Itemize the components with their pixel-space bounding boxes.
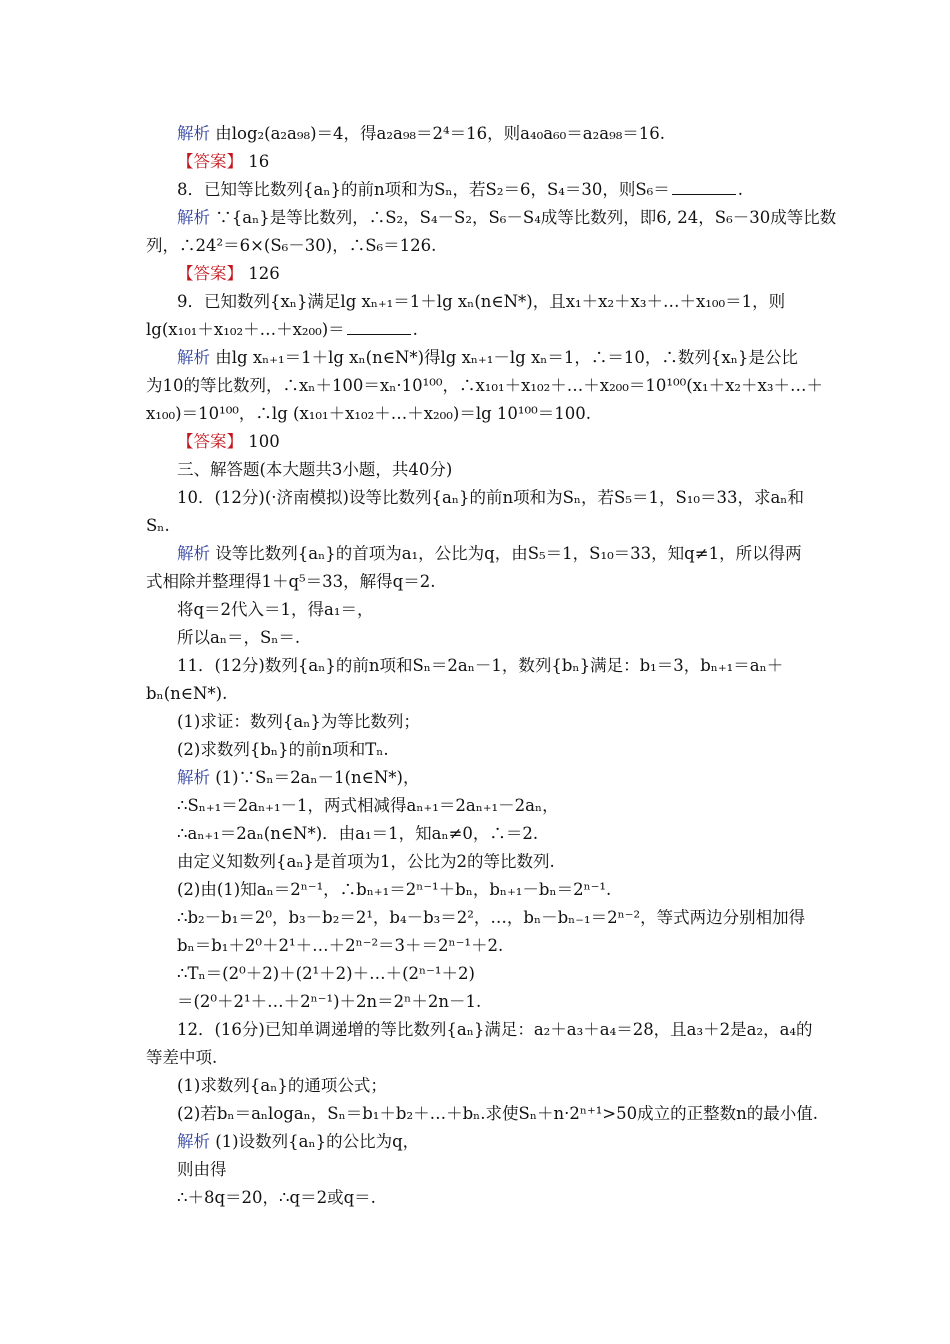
line-text: bₙ＝b₁＋2⁰＋2¹＋…＋2ⁿ⁻²＝3＋＝2ⁿ⁻¹＋2. — [177, 936, 504, 955]
line-text: 将q＝2代入＝1，得a₁＝， — [177, 600, 374, 619]
solution-label: 解析 — [177, 208, 210, 227]
line-solution-10b — [146, 571, 435, 593]
line-solution-11c — [177, 823, 538, 845]
line-text: ∴Tₙ＝(2⁰＋2)＋(2¹＋2)＋…＋(2ⁿ⁻¹＋2) — [177, 964, 475, 983]
line-answer-8 — [177, 263, 280, 285]
line-text: 126 — [248, 264, 280, 283]
line-text: 由lg xₙ₊₁＝1＋lg xₙ(n∈N*)得lg xₙ₊₁－lg xₙ＝1，∴＝10，∴数列{xₙ}是公比 — [215, 348, 798, 367]
line-text: ＝(2⁰＋2¹＋…＋2ⁿ⁻¹)＋2n＝2ⁿ＋2n－1. — [177, 992, 482, 1011]
line-question-12a — [177, 1019, 813, 1041]
line-answer-9 — [177, 431, 280, 453]
line-question-11b — [146, 683, 227, 705]
line-text: (1)∵Sₙ＝2aₙ－1(n∈N*)， — [215, 768, 420, 787]
line-question-11c — [177, 711, 420, 733]
line-question-10b — [146, 515, 170, 537]
line-question-12c — [177, 1075, 387, 1097]
line-text: 三、解答题(本大题共3小题，共40分) — [177, 460, 453, 479]
line-solution-11g — [177, 935, 503, 957]
line-solution-11h — [177, 963, 475, 985]
line-text: Sₙ. — [146, 516, 170, 535]
answer-blank — [347, 320, 411, 335]
line-answer-7 — [177, 151, 269, 173]
line-text: 9．已知数列{xₙ}满足lg xₙ₊₁＝1＋lg xₙ(n∈N*)，且x₁＋x₂＋x₃＋…＋x₁₀₀＝1，则 — [177, 292, 786, 311]
line-text: lg(x₁₀₁＋x₁₀₂＋…＋x₂₀₀)＝ — [146, 320, 345, 339]
solution-label: 解析 — [177, 348, 210, 367]
line-solution-9b — [146, 375, 823, 397]
solution-label: 解析 — [177, 544, 210, 563]
line-question-10a — [177, 487, 804, 509]
line-solution-11a — [177, 767, 419, 789]
line-text: 所以aₙ＝，Sₙ＝. — [177, 628, 301, 647]
line-text: (2)求数列{bₙ}的前n项和Tₙ. — [177, 740, 389, 759]
line-question-9b — [146, 319, 418, 341]
line-text: 则由得 — [177, 1160, 227, 1179]
line-text: (1)求数列{aₙ}的通项公式； — [177, 1076, 387, 1095]
line-tail: . — [737, 180, 744, 199]
line-solution-12a — [177, 1131, 419, 1153]
line-text: 为10的等比数列，∴xₙ＋100＝xₙ·10¹⁰⁰，∴x₁₀₁＋x₁₀₂＋…＋x₂₀₀＝10¹⁰⁰(x₁＋x₂＋x₃＋…＋ — [146, 376, 823, 395]
line-text: ∴＋8q＝20，∴q＝2或q＝. — [177, 1188, 376, 1207]
line-text: 11．(12分)数列{aₙ}的前n项和Sₙ＝2aₙ－1，数列{bₙ}满足：b₁＝3，bₙ₊₁＝aₙ＋ — [177, 656, 784, 675]
line-solution-11e — [177, 879, 611, 901]
line-text: (2)由(1)知aₙ＝2ⁿ⁻¹，∴bₙ₊₁＝2ⁿ⁻¹＋bₙ，bₙ₊₁－bₙ＝2ⁿ⁻¹. — [177, 880, 612, 899]
line-question-9a — [177, 291, 785, 313]
line-text: ∴Sₙ₊₁＝2aₙ₊₁－1，两式相减得aₙ₊₁＝2aₙ₊₁－2aₙ， — [177, 796, 559, 815]
section-heading — [177, 459, 452, 481]
answer-label: 【答案】 — [177, 152, 243, 171]
line-text: 由log₂(a₂a₉₈)＝4，得a₂a₉₈＝2⁴＝16，则a₄₀a₆₀＝a₂a₉₈＝16. — [215, 124, 666, 143]
line-solution-10d — [177, 627, 300, 649]
line-text: 列，∴24²＝6×(S₆－30)，∴S₆＝126. — [146, 236, 437, 255]
line-solution-11i — [177, 991, 481, 1013]
line-solution-8a — [177, 207, 836, 229]
line-question-8 — [177, 179, 743, 201]
line-solution-7 — [177, 123, 665, 145]
line-text: 等差中项. — [146, 1048, 218, 1067]
line-question-12b — [146, 1047, 217, 1069]
answer-label: 【答案】 — [177, 432, 243, 451]
line-text: 设等比数列{aₙ}的首项为a₁，公比为q，由S₅＝1，S₁₀＝33，知q≠1，所以得两 — [215, 544, 802, 563]
solution-label: 解析 — [177, 1132, 210, 1151]
line-text: 8．已知等比数列{aₙ}的前n项和为Sₙ，若S₂＝6，S₄＝30，则S₆＝ — [177, 180, 670, 199]
line-solution-11f — [177, 907, 805, 929]
line-text: 由定义知数列{aₙ}是首项为1，公比为2的等比数列. — [177, 852, 555, 871]
line-text: bₙ(n∈N*). — [146, 684, 228, 703]
line-text: x₁₀₀)＝10¹⁰⁰，∴lg (x₁₀₁＋x₁₀₂＋…＋x₂₀₀)＝lg 10¹⁰⁰＝100. — [146, 404, 591, 423]
line-text: 12．(16分)已知单调递增的等比数列{aₙ}满足：a₂＋a₃＋a₄＝28，且a₃＋2是a₂，a₄的 — [177, 1020, 813, 1039]
solution-label: 解析 — [177, 768, 210, 787]
line-solution-12c — [177, 1187, 376, 1209]
line-text: (2)若bₙ＝aₙlogaₙ，Sₙ＝b₁＋b₂＋…＋bₙ.求使Sₙ＋n·2ⁿ⁺¹>50成立的正整数n的最小值. — [177, 1104, 819, 1123]
line-text: ∵{aₙ}是等比数列，∴S₂，S₄－S₂，S₆－S₄成等比数列，即6, 24，S₆－30成等比数 — [215, 208, 837, 227]
line-text: 式相除并整理得1＋q⁵＝33，解得q＝2. — [146, 572, 436, 591]
line-solution-10c — [177, 599, 374, 621]
answer-blank — [672, 180, 736, 195]
line-text: 16 — [248, 152, 270, 171]
line-solution-9a — [177, 347, 798, 369]
line-solution-10a — [177, 543, 802, 565]
line-tail: . — [412, 320, 418, 339]
line-question-12d — [177, 1103, 818, 1125]
line-question-11a — [177, 655, 783, 677]
solution-label: 解析 — [177, 124, 210, 143]
line-solution-11b — [177, 795, 559, 817]
line-text: (1)求证：数列{aₙ}为等比数列； — [177, 712, 420, 731]
answer-label: 【答案】 — [177, 264, 243, 283]
line-text: (1)设数列{aₙ}的公比为q， — [215, 1132, 420, 1151]
line-solution-9c — [146, 403, 591, 425]
line-text: 100 — [248, 432, 280, 451]
line-text: ∴b₂－b₁＝2⁰，b₃－b₂＝2¹，b₄－b₃＝2²，…，bₙ－bₙ₋₁＝2ⁿ⁻²，等式两边分别相加得 — [177, 908, 806, 927]
line-solution-11d — [177, 851, 555, 873]
line-text: 10．(12分)(·济南模拟)设等比数列{aₙ}的前n项和为Sₙ，若S₅＝1，S₁₀＝33，求aₙ和 — [177, 488, 804, 507]
line-solution-8b — [146, 235, 436, 257]
line-text: ∴aₙ₊₁＝2aₙ(n∈N*)．由a₁＝1，知aₙ≠0，∴＝2. — [177, 824, 539, 843]
line-question-11d — [177, 739, 389, 761]
line-solution-12b — [177, 1159, 227, 1181]
